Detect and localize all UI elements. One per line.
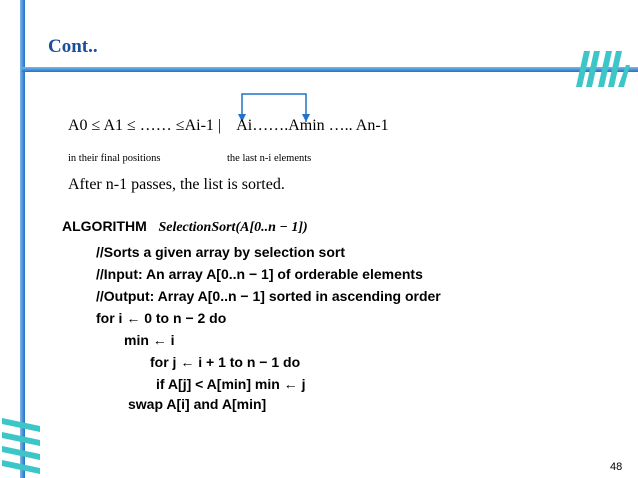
brand-logo-icon bbox=[572, 47, 634, 91]
algorithm-line: //Sorts a given array by selection sort bbox=[96, 244, 345, 260]
side-logo-icon bbox=[0, 410, 48, 478]
algorithm-header bbox=[62, 218, 308, 236]
caption-last-elements: the last n-i elements bbox=[227, 153, 312, 164]
algorithm-keyword: ALGORITHM bbox=[62, 218, 147, 234]
algorithm-line: //Input: An array A[0..n − 1] of orderable elements bbox=[96, 266, 423, 282]
equation-right: Ai…….Amin ….. An-1 bbox=[236, 117, 389, 134]
algorithm-line: min ← i bbox=[124, 332, 175, 348]
algorithm-line: //Output: Array A[0..n − 1] sorted in ascending order bbox=[96, 288, 441, 304]
invariant-equation bbox=[68, 117, 389, 135]
algorithm-line: if A[j] < A[min] min ← j bbox=[156, 376, 306, 392]
caption-final-positions: in their final positions bbox=[68, 153, 161, 164]
header-accent-line bbox=[22, 67, 638, 72]
algorithm-block bbox=[62, 210, 462, 415]
slide-title: Cont.. bbox=[48, 36, 98, 57]
algorithm-signature: SelectionSort(A[0..n − 1]) bbox=[158, 220, 308, 235]
algorithm-line: for j ← i + 1 to n − 1 do bbox=[150, 354, 301, 370]
passes-statement: After n-1 passes, the list is sorted. bbox=[68, 176, 285, 193]
equation-left: A0 ≤ A1 ≤ …… ≤Ai-1 | bbox=[68, 117, 222, 134]
page-number: 48 bbox=[610, 461, 623, 473]
algorithm-line: for i ← 0 to n − 2 do bbox=[96, 310, 227, 326]
algorithm-line: swap A[i] and A[min] bbox=[128, 396, 267, 412]
